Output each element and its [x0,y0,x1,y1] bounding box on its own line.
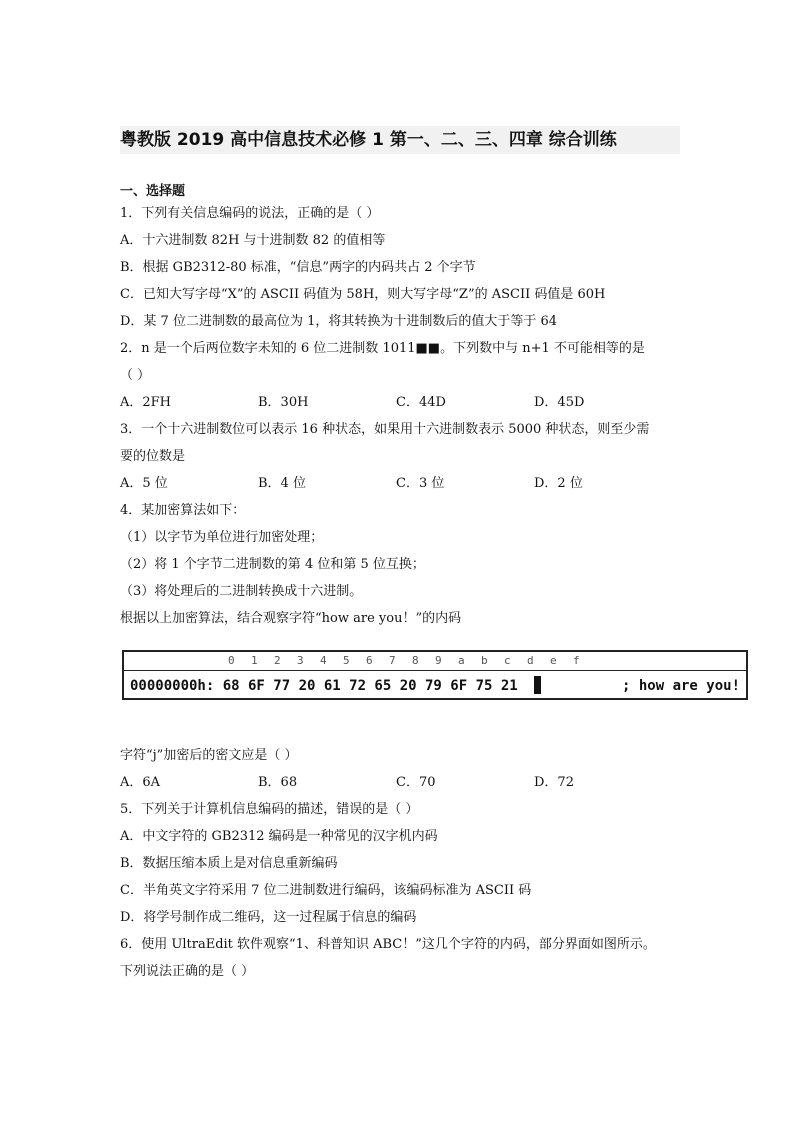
q2-stem-continued: （ ） [120,368,151,383]
hex-col: 1 [251,654,258,667]
q1-option-c: C．已知大写字母“X”的 ASCII 码值为 58H，则大写字母“Z”的 ASCII 码值是 60H [120,287,606,302]
q6-stem-continued: 下列说法正确的是（ ） [120,964,255,979]
hex-col: 5 [343,654,350,667]
hex-col: 4 [320,654,327,667]
q2-stem: 2．n 是一个后两位数字未知的 6 位二进制数 1011■■。下列数中与 n+1 不可能相等的是 [120,341,645,356]
q4-step-1: （1）以字节为单位进行加密处理； [120,530,324,545]
q2-option-a: A．2FH [120,395,172,410]
q5-option-a: A．中文字符的 GB2312 编码是一种常见的汉字机内码 [120,829,438,844]
hex-col: 3 [297,654,304,667]
q5-option-c: C．半角英文字符采用 7 位二进制数进行编码，该编码标准为 ASCII 码 [120,883,532,898]
hex-col: e [550,654,557,667]
q2-option-d: D．45D [534,395,585,410]
q2-option-b: B．30H [258,395,309,410]
q3-option-a: A．5 位 [120,476,168,491]
hex-col: 8 [412,654,419,667]
q1-option-d: D．某 7 位二进制数的最高位为 1，将其转换为十进制数后的值大于等于 64 [120,314,558,329]
q6-stem: 6．使用 UltraEdit 软件观察“1、科普知识 ABC！”这几个字符的内码，部分界面如图所示。 [120,937,656,952]
q2-option-c: C．44D [396,395,446,410]
q4-option-d: D．72 [534,775,574,790]
hex-editor-view [122,650,748,700]
hex-ascii-preview: ; how are you! [622,678,741,694]
q4-step-2: （2）将 1 个字节二进制数的第 4 位和第 5 位互换； [120,557,425,572]
q4-step-3: （3）将处理后的二进制转换成十六进制。 [120,584,363,599]
q1-option-a: A．十六进制数 82H 与十进制数 82 的值相等 [120,233,386,248]
hex-col: 7 [389,654,396,667]
q5-stem: 5．下列关于计算机信息编码的描述，错误的是（ ） [120,802,419,817]
q3-option-b: B．4 位 [258,476,306,491]
hex-col: 6 [366,654,373,667]
q1-stem: 1．下列有关信息编码的说法，正确的是（ ） [120,206,380,221]
q5-option-b: B．数据压缩本质上是对信息重新编码 [120,856,338,871]
q3-stem-continued: 要的位数是 [120,449,186,464]
page-title: 粤教版 2019 高中信息技术必修 1 第一、二、三、四章 综合训练 [120,126,680,154]
hex-data-row: 00000000h: 68 6F 77 20 61 72 65 20 79 6F 75 21 [130,678,518,694]
hex-col: 2 [274,654,281,667]
hex-col: 0 [228,654,235,667]
hex-col: d [527,654,534,667]
hex-col: a [458,654,465,667]
q4-stem: 4．某加密算法如下： [120,503,246,518]
hex-col: b [481,654,488,667]
hex-column-header [124,652,746,671]
q1-option-b: B．根据 GB2312-80 标准，“信息”两字的内码共占 2 个字节 [120,260,476,275]
q4-question: 字符“j”加密后的密文应是（ ） [120,748,298,763]
q5-option-d: D．将学号制作成二维码，这一过程属于信息的编码 [120,910,417,925]
text-cursor [534,676,541,694]
q3-stem: 3．一个十六进制数位可以表示 16 种状态，如果用十六进制数表示 5000 种状态，则至少需 [120,422,650,437]
q4-intro: 根据以上加密算法，结合观察字符“how are you！”的内码 [120,611,462,626]
hex-col: c [504,654,511,667]
q4-option-c: C．70 [396,775,436,790]
section-heading: 一、选择题 [120,184,186,199]
q4-option-a: A．6A [120,775,161,790]
q4-option-b: B．68 [258,775,298,790]
q3-option-d: D．2 位 [534,476,583,491]
q3-option-c: C．3 位 [396,476,445,491]
hex-col: 9 [435,654,442,667]
hex-col: f [573,654,580,667]
